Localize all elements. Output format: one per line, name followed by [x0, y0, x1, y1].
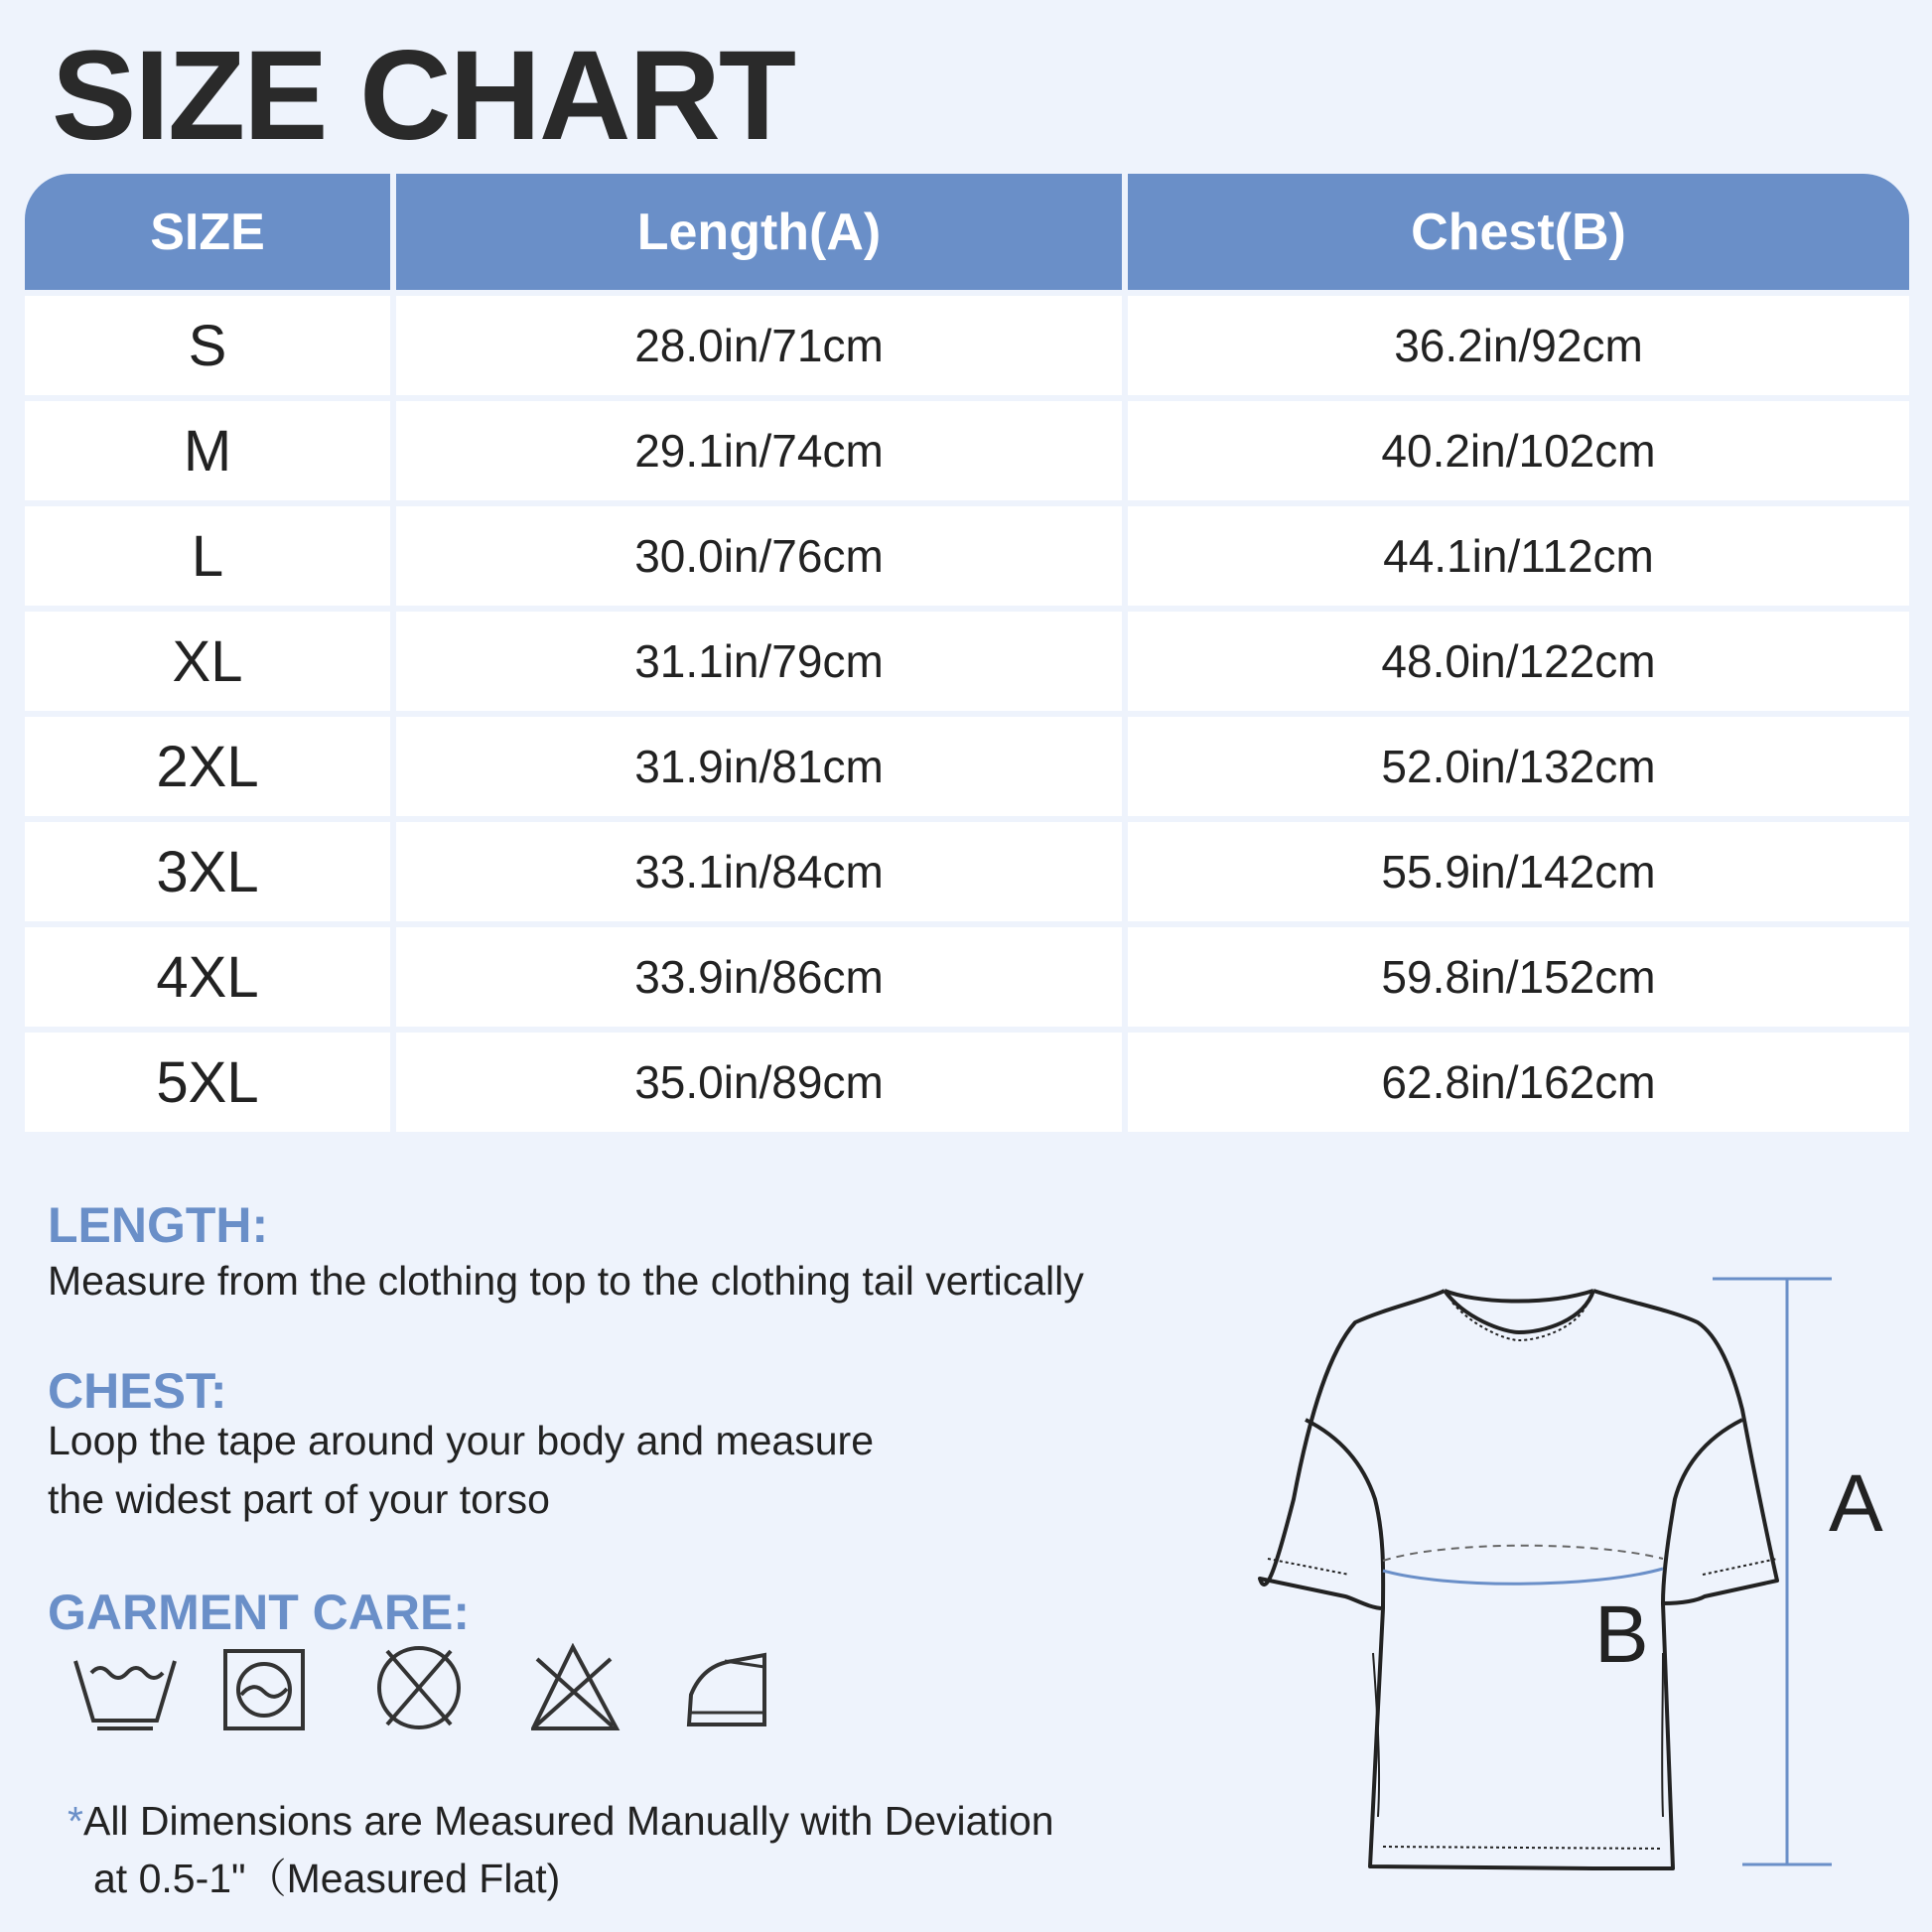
- table-row: [25, 927, 1909, 1027]
- length-cell: 35.0in/89cm: [396, 1033, 1122, 1132]
- column-header-chest: Chest(B): [1128, 174, 1909, 290]
- length-cell: 28.0in/71cm: [396, 296, 1122, 395]
- chest-cell: 52.0in/132cm: [1128, 717, 1909, 816]
- table-row: [25, 1033, 1909, 1132]
- table-body: [25, 296, 1909, 1132]
- length-cell: 29.1in/74cm: [396, 401, 1122, 500]
- length-description: Measure from the clothing top to the clothing tail vertically: [48, 1258, 1084, 1304]
- note-line1: All Dimensions are Measured Manually with Deviation: [82, 1798, 1054, 1844]
- length-cell: 31.9in/81cm: [396, 717, 1122, 816]
- size-cell: S: [25, 296, 390, 395]
- table-row: [25, 822, 1909, 921]
- chest-label: CHEST:: [48, 1363, 227, 1419]
- size-cell: 3XL: [25, 822, 390, 921]
- tumble-dry-icon: [223, 1643, 377, 1732]
- page-title: SIZE CHART: [52, 25, 794, 167]
- chest-cell: 55.9in/142cm: [1128, 822, 1909, 921]
- size-cell: 4XL: [25, 927, 390, 1027]
- column-header-size: SIZE: [25, 174, 390, 290]
- chest-cell: 59.8in/152cm: [1128, 927, 1909, 1027]
- size-table: [25, 174, 1909, 1132]
- care-icons: [69, 1643, 839, 1732]
- chest-cell: 36.2in/92cm: [1128, 296, 1909, 395]
- chest-cell: 44.1in/112cm: [1128, 506, 1909, 606]
- size-cell: XL: [25, 612, 390, 711]
- table-header: [25, 174, 1909, 290]
- hand-wash-icon: [69, 1643, 223, 1732]
- chest-description-line1: Loop the tape around your body and measure: [48, 1418, 874, 1463]
- chest-cell: 48.0in/122cm: [1128, 612, 1909, 711]
- table-row: [25, 717, 1909, 816]
- note-line2: at 0.5-1"（Measured Flat): [93, 1856, 561, 1901]
- measurement-note: [68, 1792, 1054, 1907]
- iron-icon: [685, 1643, 839, 1732]
- garment-care-label: GARMENT CARE:: [48, 1585, 470, 1640]
- length-cell: 33.1in/84cm: [396, 822, 1122, 921]
- size-cell: L: [25, 506, 390, 606]
- size-cell: M: [25, 401, 390, 500]
- length-label: LENGTH:: [48, 1197, 269, 1253]
- do-not-dry-clean-icon: [377, 1643, 531, 1732]
- tshirt-diagram: [1246, 1261, 1862, 1896]
- chest-description-line2: the widest part of your torso: [48, 1476, 550, 1522]
- do-not-bleach-icon: [531, 1643, 685, 1732]
- table-row: [25, 401, 1909, 500]
- size-cell: 5XL: [25, 1033, 390, 1132]
- size-cell: 2XL: [25, 717, 390, 816]
- table-row: [25, 296, 1909, 395]
- length-cell: 31.1in/79cm: [396, 612, 1122, 711]
- table-row: [25, 506, 1909, 606]
- table-row: [25, 612, 1909, 711]
- note-asterisk: *: [68, 1798, 83, 1844]
- tshirt-outline-icon: [1260, 1291, 1777, 1868]
- length-cell: 33.9in/86cm: [396, 927, 1122, 1027]
- chest-cell: 62.8in/162cm: [1128, 1033, 1909, 1132]
- length-cell: 30.0in/76cm: [396, 506, 1122, 606]
- chest-marker-b: B: [1594, 1589, 1649, 1680]
- length-marker-a: A: [1829, 1458, 1883, 1549]
- column-header-length: Length(A): [396, 174, 1122, 290]
- chest-cell: 40.2in/102cm: [1128, 401, 1909, 500]
